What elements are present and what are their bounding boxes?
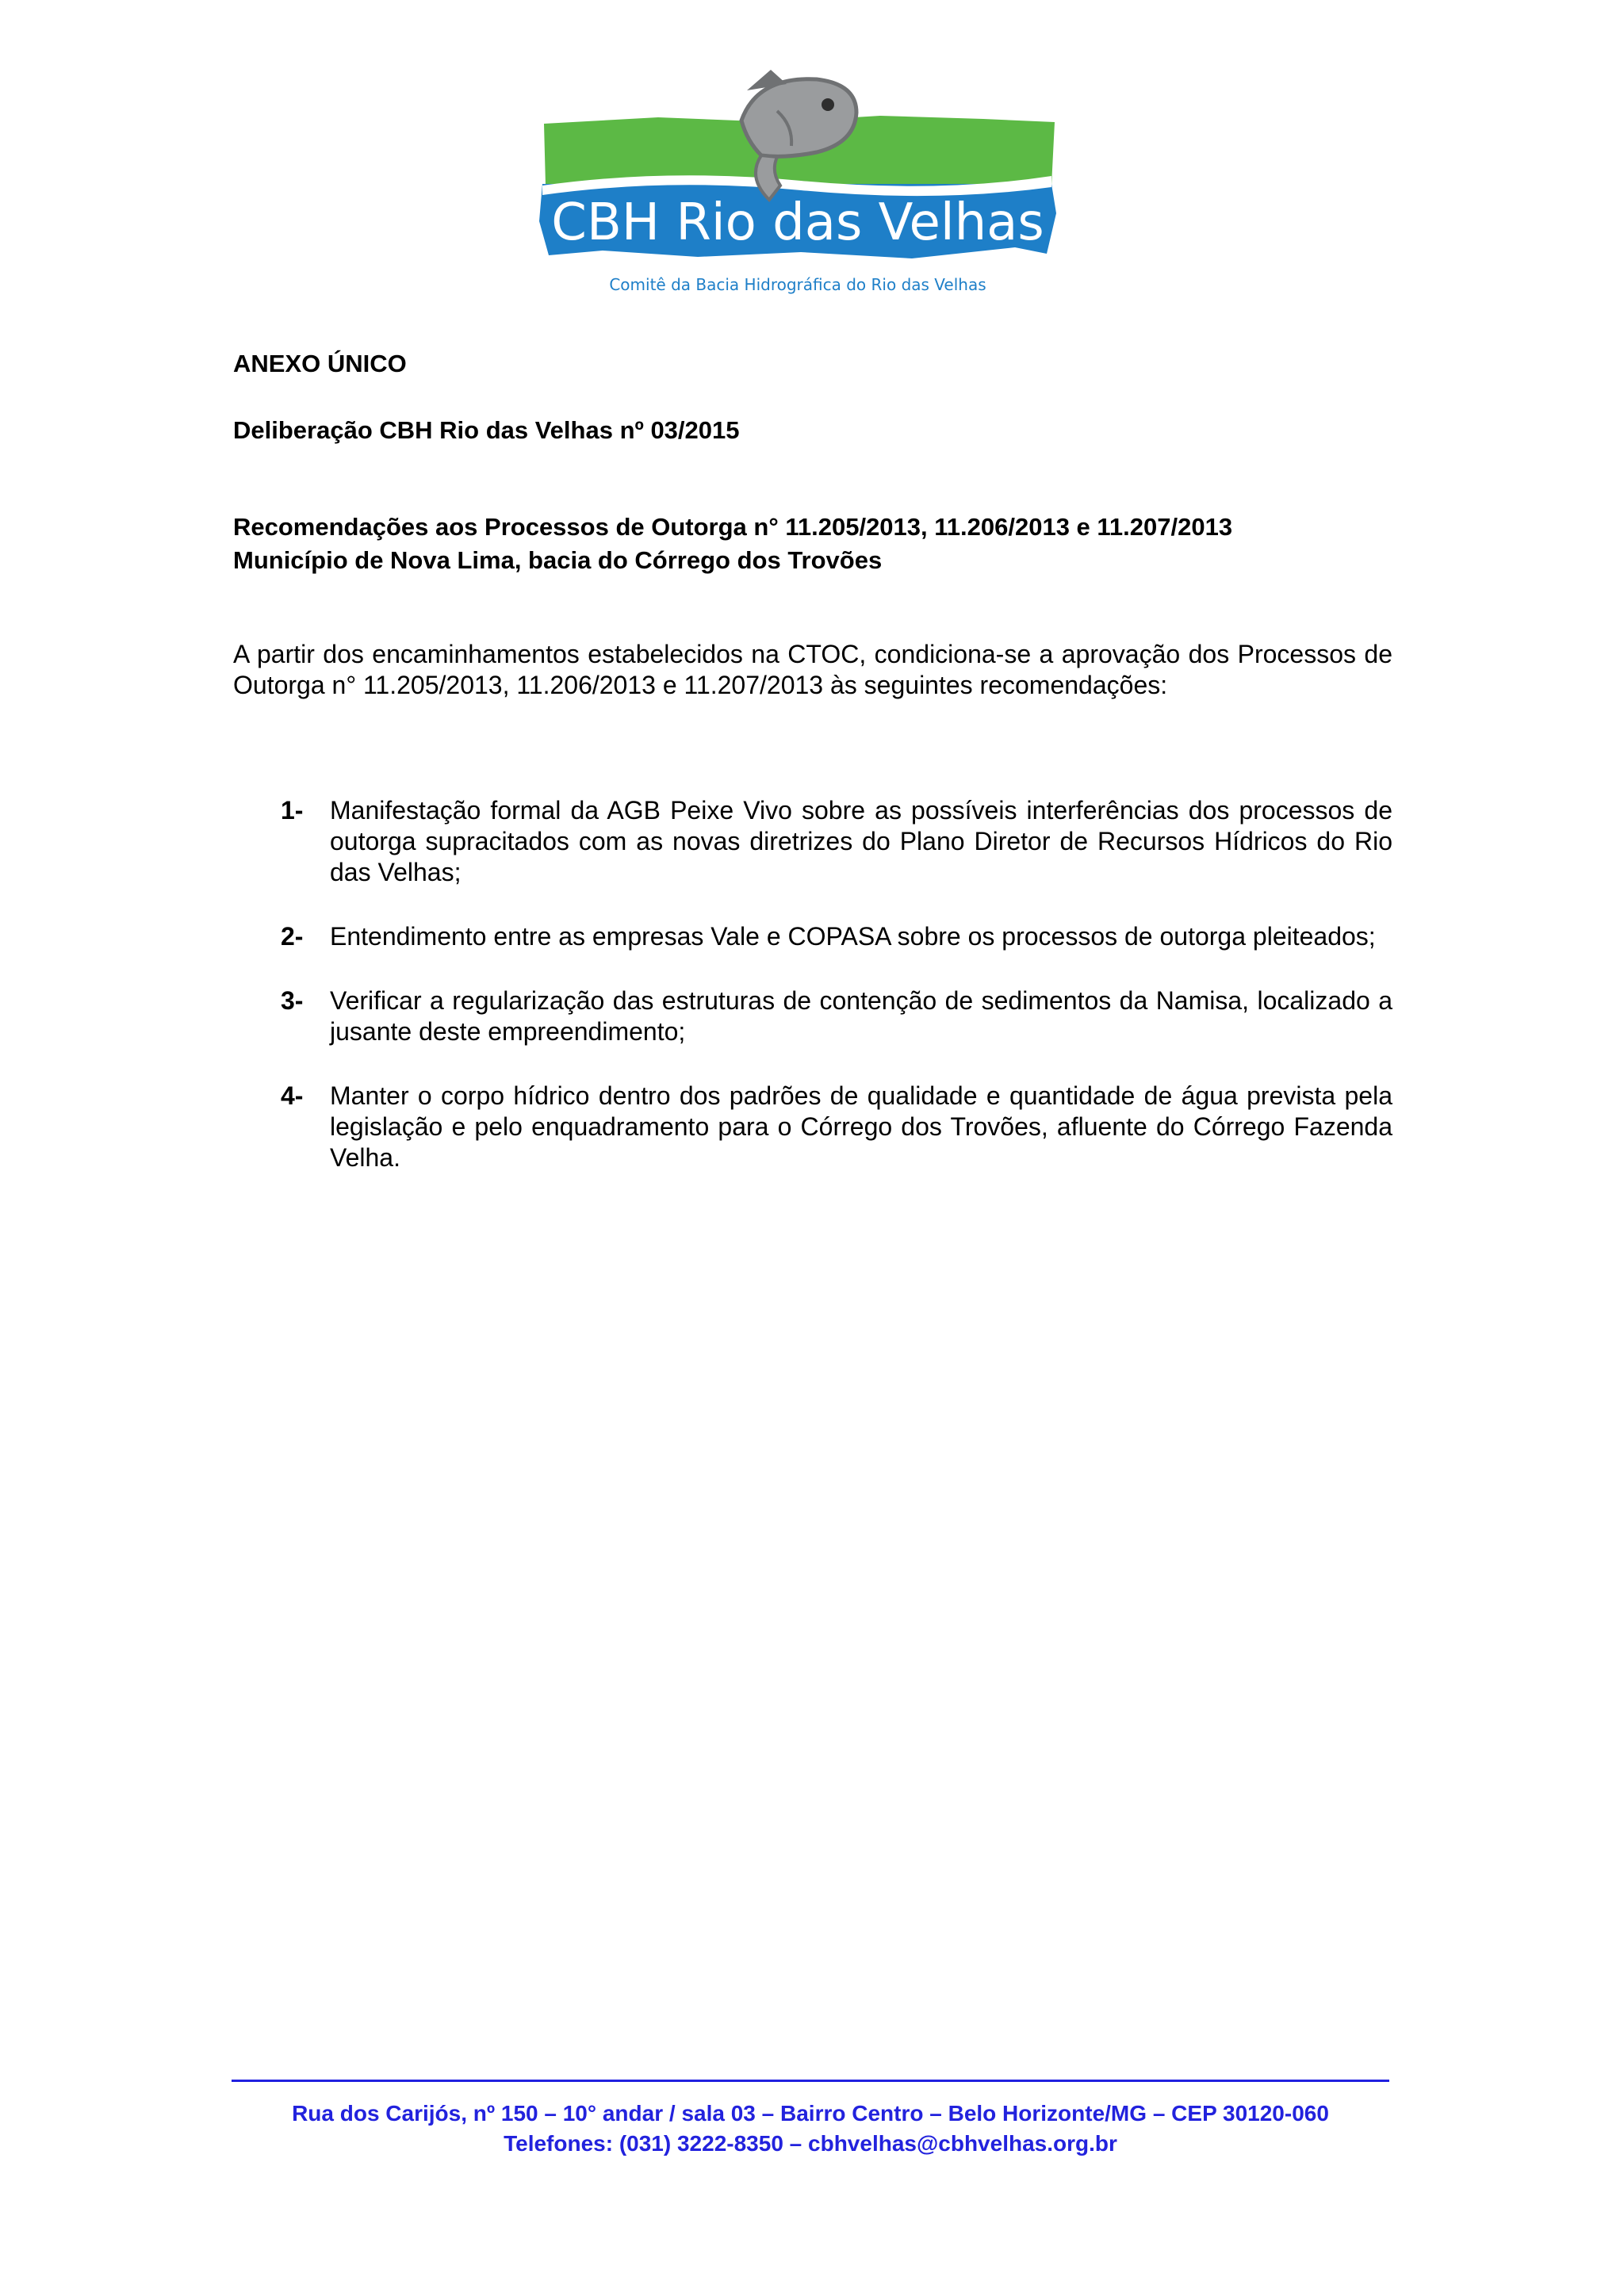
annex-title: ANEXO ÚNICO bbox=[233, 350, 407, 377]
recommendation-text: Verificar a regularização das estruturas de contenção de sedimentos da Namisa, localizado a jusante deste empreendimento; bbox=[330, 986, 1392, 1046]
recommendation-number: 3- bbox=[281, 986, 304, 1015]
recommendation-text: Entendimento entre as empresas Vale e COPASA sobre os processos de outorga pleiteados; bbox=[330, 922, 1376, 951]
recommendation-list bbox=[233, 795, 1392, 1207]
footer-contact: Telefones: (031) 3222-8350 – cbhvelhas@cbhvelhas.org.br bbox=[504, 2131, 1117, 2156]
logo-title: CBH Rio das Velhas bbox=[551, 193, 1044, 252]
recommendation-number: 2- bbox=[281, 922, 304, 951]
logo-graphic bbox=[539, 67, 1063, 304]
recommendation-number: 4- bbox=[281, 1081, 304, 1110]
recommendation-item bbox=[233, 1081, 1392, 1173]
recommendation-item bbox=[233, 921, 1392, 952]
logo-subtitle: Comitê da Bacia Hidrográfica do Rio das Velhas bbox=[609, 275, 986, 294]
footer-address: Rua dos Carijós, nº 150 – 10° andar / sala 03 – Bairro Centro – Belo Horizonte/MG – CEP 30120-060 bbox=[292, 2101, 1329, 2126]
subject-line-2: Município de Nova Lima, bacia do Córrego dos Trovões bbox=[233, 546, 883, 574]
recommendation-number: 1- bbox=[281, 796, 304, 825]
recommendation-text: Manter o corpo hídrico dentro dos padrões de qualidade e quantidade de água prevista pela legislação e pelo enquadramento para o Córrego dos Trovões, afluente do Córrego Fazenda Velha. bbox=[330, 1081, 1392, 1172]
footer-divider bbox=[232, 2080, 1389, 2082]
intro-paragraph: A partir dos encaminhamentos estabelecidos na CTOC, condiciona-se a aprovação dos Processos de Outorga n° 11.205/2013, 11.206/2013 e 11.207/2013 às seguintes recomendações: bbox=[233, 640, 1392, 699]
cbh-rio-das-velhas-logo bbox=[539, 67, 1063, 304]
deliberation-title: Deliberação CBH Rio das Velhas nº 03/2015 bbox=[233, 416, 740, 444]
recommendation-item bbox=[233, 985, 1392, 1047]
recommendation-item bbox=[233, 795, 1392, 888]
subject-line-1: Recomendações aos Processos de Outorga n° 11.205/2013, 11.206/2013 e 11.207/2013 bbox=[233, 513, 1233, 541]
recommendation-text: Manifestação formal da AGB Peixe Vivo sobre as possíveis interferências dos processos de outorga supracitados com as novas diretrizes do Plano Diretor de Recursos Hídricos do Rio das Velhas; bbox=[330, 796, 1392, 886]
